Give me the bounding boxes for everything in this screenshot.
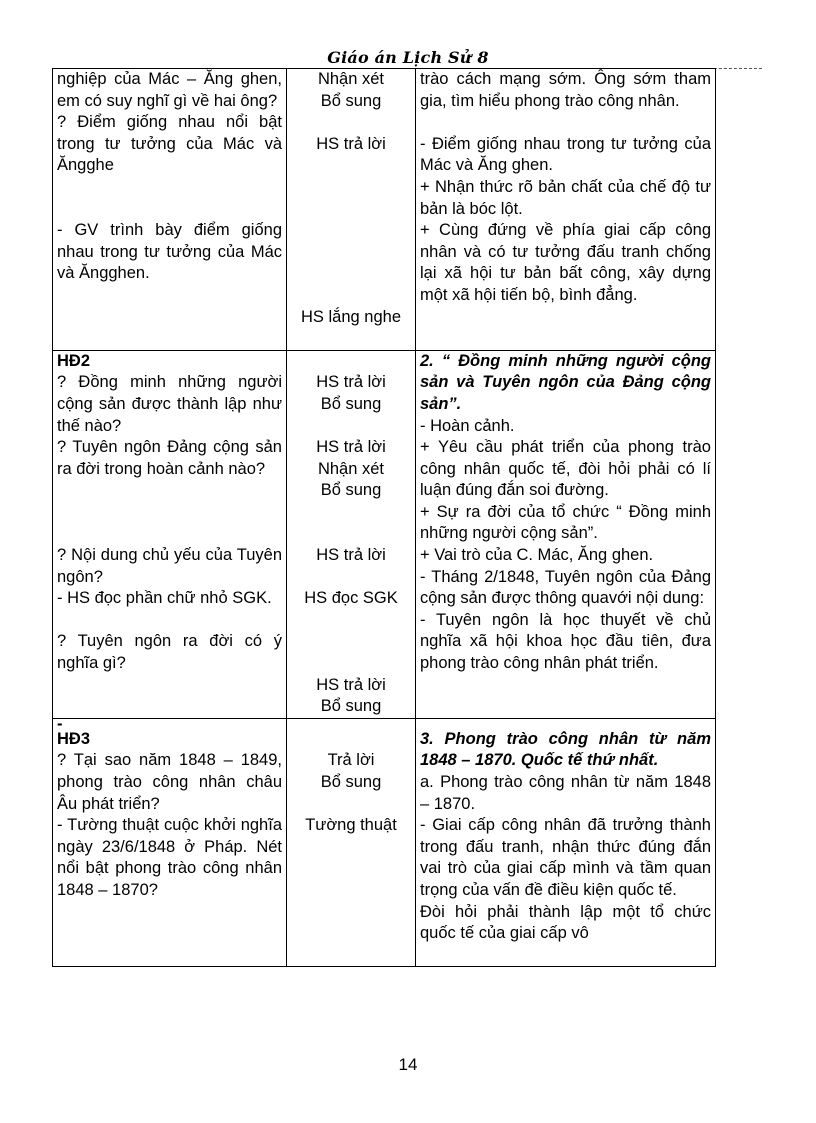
section-heading: 2. “ Đồng minh những người cộng sản và Tuyên ngôn của Đảng cộng sản”. xyxy=(420,351,711,413)
student-text: Tường thuật xyxy=(305,816,397,835)
student-text: Trả lời xyxy=(327,751,375,770)
student-text: HS trả lời xyxy=(316,438,386,457)
teacher-text: ? Tuyên ngôn ra đời có ý nghĩa gì? xyxy=(57,632,282,673)
student-activity-cell xyxy=(287,718,416,967)
teacher-text: - HS đọc phần chữ nhỏ SGK. xyxy=(57,589,272,608)
teacher-text: - GV trình bày điểm giống nhau trong tư tưởng của Mác và Ăngghen. xyxy=(57,221,282,283)
teacher-text: ? Đồng minh những người cộng sản được thành lập như thế nào? xyxy=(57,373,282,435)
student-text: Bổ sung xyxy=(320,697,382,716)
student-activity-cell xyxy=(287,69,416,351)
student-text: Bổ sung xyxy=(320,91,382,110)
student-text: HS trả lời xyxy=(316,546,386,565)
content-text: trào cách mạng sớm. Ông sớm tham gia, tìm hiểu phong trào công nhân. xyxy=(420,70,711,110)
lesson-plan-table xyxy=(52,68,716,967)
teacher-text: - Tường thuật cuộc khởi nghĩa ngày 23/6/1848 ở Pháp. Nét nổi bật phong trào công nhân 1848 – 1870? xyxy=(57,816,282,899)
page-header: Giáo án Lịch Sử 8 xyxy=(327,48,489,67)
teacher-text: ? Tuyên ngôn Đảng cộng sản ra đời trong hoàn cảnh nào? xyxy=(57,438,282,478)
table-row xyxy=(53,69,716,351)
student-text: HS đọc SGK xyxy=(304,589,398,608)
content-text: a. Phong trào công nhân từ năm 1848 – 1870. xyxy=(420,773,711,813)
content-text: + Sự ra đời của tổ chức “ Đồng minh những người cộng sản”. xyxy=(420,502,711,543)
content-text: + Vai trò của C. Mác, Ăng ghen. xyxy=(420,546,654,565)
section-heading: 3. Phong trào công nhân từ năm 1848 – 1870. Quốc tế thứ nhất. xyxy=(420,729,711,770)
page-number: 14 xyxy=(398,1055,418,1074)
student-text: Nhận xét xyxy=(317,70,385,88)
content-text: - Hoàn cảnh. xyxy=(420,416,515,435)
teacher-text: nghiệp của Mác – Ăng ghen, em có suy nghĩ gì về hai ông? xyxy=(57,70,282,110)
teacher-activity-cell xyxy=(53,350,287,718)
student-text: Bổ sung xyxy=(320,394,382,413)
content-cell xyxy=(416,69,716,351)
teacher-text: ? Tại sao năm 1848 – 1849, phong trào công nhân châu Âu phát triển? xyxy=(57,751,282,813)
content-cell xyxy=(416,350,716,718)
student-text: HS trả lời xyxy=(316,373,386,392)
content-text: - Tuyên ngôn là học thuyết về chủ nghĩa xã hội khoa học đầu tiên, đưa phong trào công nhân phát triển. xyxy=(420,610,711,673)
teacher-activity-cell xyxy=(53,714,287,967)
student-text: HS trả lời xyxy=(316,675,386,694)
teacher-activity-cell xyxy=(53,69,287,351)
content-text: + Cùng đứng về phía giai cấp công nhân và có tư tưởng đấu tranh chống lại xã hội tư bản bất công, xây dựng một xã hội tiến bộ, bình đẳng. xyxy=(420,221,711,304)
student-text: HS trả lời xyxy=(316,134,386,153)
content-text: - Tháng 2/1848, Tuyên ngôn của Đảng cộng sản được thông quavới nội dung: xyxy=(420,567,711,608)
table-row xyxy=(53,350,716,718)
activity-label: HĐ3 xyxy=(57,729,91,748)
activity-label: HĐ2 xyxy=(57,351,91,370)
student-activity-cell xyxy=(287,350,416,718)
student-text: Bổ sung xyxy=(320,481,382,500)
content-text: + Yêu cầu phát triển của phong trào công nhân quốc tế, đòi hỏi phải có lí luận đúng đắn soi đường. xyxy=(420,438,711,500)
student-text: Nhận xét xyxy=(317,459,385,478)
content-text: - Giai cấp công nhân đã trưởng thành trong đấu tranh, nhận thức đúng đắn vai trò của giai cấp mình và tầm quan trọng của vấn đề điều kiện quốc tế. xyxy=(420,816,711,899)
teacher-text: ? Nội dung chủ yếu của Tuyên ngôn? xyxy=(57,546,282,586)
content-cell xyxy=(416,718,716,967)
content-text: + Nhận thức rõ bản chất của chế độ tư bản là bóc lột. xyxy=(420,177,711,218)
teacher-text: ? Điểm giống nhau nổi bật trong tư tưởng của Mác và Ăngghe xyxy=(57,113,282,175)
table-row xyxy=(53,718,716,967)
content-text: Đòi hỏi phải thành lập một tổ chức quốc tế của giai cấp vô xyxy=(420,902,711,943)
dash-marker: - xyxy=(57,714,63,733)
student-text: HS lắng nghe xyxy=(301,307,401,326)
content-text: - Điểm giống nhau trong tư tưởng của Mác và Ăng ghen. xyxy=(420,134,711,175)
student-text: Bổ sung xyxy=(320,773,382,791)
